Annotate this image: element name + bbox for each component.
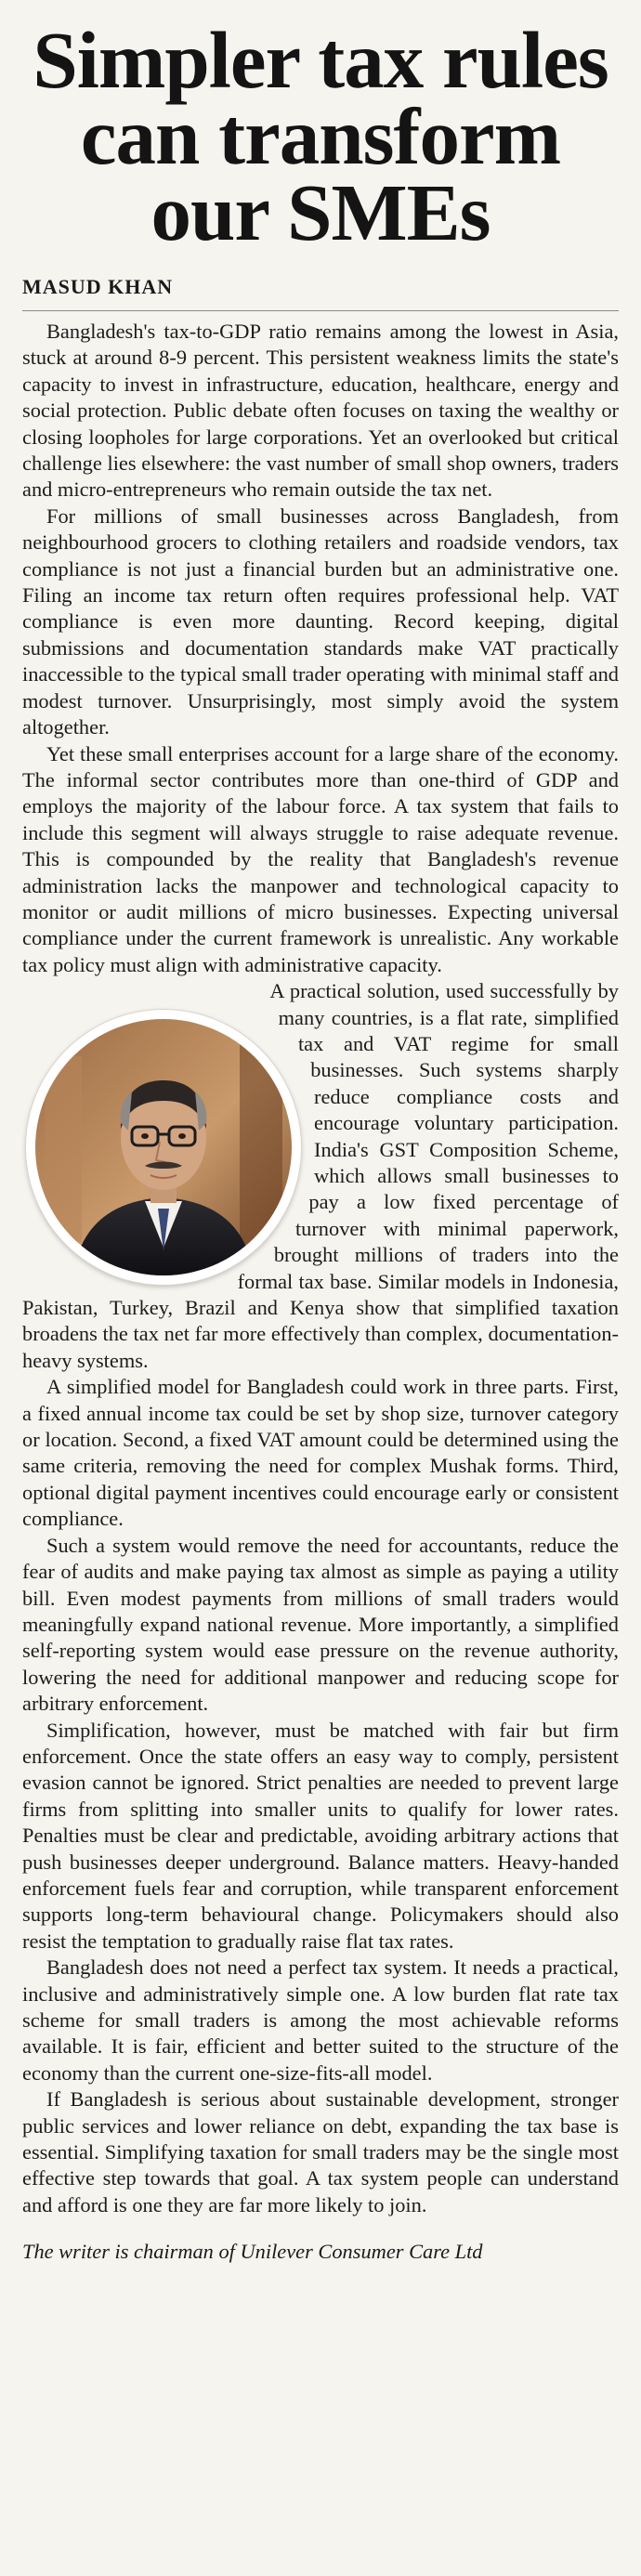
- paragraph-4: A practical solution, used successfully by many countries, is a flat rate, simplified tax and VAT regime for small businesses. Such systems sharply reduce compliance costs and encourage voluntary participation. India's GST Composition Scheme, which allows small businesses to pay a low fixed percentage of turnover with minimal paperwork, brought millions of traders into the formal tax base. Similar models in Indonesia, Pakistan, Turkey, Brazil and Kenya show that simplified taxation broadens the tax net far more effectively than complex, documentation-heavy systems.: [22, 979, 619, 1372]
- article-body: [22, 319, 619, 2218]
- paragraph-5: A simplified model for Bangladesh could work in three parts. First, a fixed annual income tax could be set by shop size, turnover category or location. Second, a fixed VAT amount could be determined using the same criteria, removing the need for complex Mushak forms. Third, optional digital payment incentives could encourage early or consistent compliance.: [22, 1375, 619, 1531]
- paragraph-6: Such a system would remove the need for accountants, reduce the fear of audits and make paying tax almost as simple as paying a utility bill. Even modest payments from millions of small traders would meaningfully expand national revenue. More importantly, a simplified self-reporting system would ease pressure on the revenue authority, lowering the need for additional manpower and reducing scope for arbitrary enforcement.: [22, 1533, 619, 1716]
- byline: MASUD KHAN: [22, 275, 174, 298]
- byline-divider: [22, 310, 619, 311]
- paragraph-1: Bangladesh's tax-to-GDP ratio remains among the lowest in Asia, stuck at around 8-9 percent. This persistent weakness limits the state's capacity to invest in infrastructure, education, healthcare, energy and social protection. Public debate often focuses on taxing the wealthy or closing loopholes for large corporations. Yet an overlooked but critical challenge lies elsewhere: the vast number of small shop owners, traders and micro-entrepreneurs who remain outside the tax net.: [22, 320, 619, 502]
- author-portrait-image: [35, 1019, 292, 1275]
- headline: [22, 15, 619, 257]
- author-photo: [26, 1010, 301, 1285]
- headline-line-2: can transform: [80, 91, 561, 181]
- paragraph-2: For millions of small businesses across Bangladesh, from neighbourhood grocers to clothing retailers and roadside vendors, tax compliance is not just a financial burden but an administrative one. Filing an income tax return often requires professional help. VAT compliance is even more daunting. Record keeping, digital submissions and documentation standards make VAT practically inaccessible to the typical small trader operating with minimal staff and modest turnover. Unsurprisingly, most simply avoid the system altogether.: [22, 503, 619, 739]
- headline-line-1: Simpler tax rules: [33, 15, 608, 105]
- paragraph-8: Bangladesh does not need a perfect tax system. It needs a practical, inclusive and administratively simple one. A low burden flat rate tax scheme for small traders is among the most achievable reforms available. It is fair, efficient and better suited to the structure of the economy than the current one-size-fits-all model.: [22, 1955, 619, 2085]
- paragraph-9: If Bangladesh is serious about sustainable development, stronger public services and lower reliance on debt, expanding the tax base is essential. Simplifying taxation for small traders may be the single most effective step towards that goal. A tax system people can understand and afford is one they are far more likely to join.: [22, 2087, 619, 2216]
- paragraph-7: Simplification, however, must be matched with fair but firm enforcement. Once the state offers an easy way to comply, persistent evasion cannot be ignored. Strict penalties are needed to prevent large firms from splitting into smaller units to qualify for lower rates. Penalties must be clear and predictable, avoiding arbitrary actions that push businesses deeper underground. Balance matters. Heavy-handed enforcement fuels fear and corruption, while transparent enforcement supports long-term behavioural change. Policymakers should also resist the temptation to gradually raise flat tax rates.: [22, 1718, 619, 1953]
- headline-line-3: our SMEs: [150, 167, 491, 257]
- paragraph-3: Yet these small enterprises account for a large share of the economy. The informal sector contributes more than one-third of GDP and employs the majority of the labour force. A tax system that fails to include this segment will always struggle to raise adequate revenue. This is compounded by the reality that Bangladesh's revenue administration lacks the manpower and technological capacity to monitor or audit millions of micro businesses. Expecting universal compliance under the current framework is unrealistic. Any workable tax policy must align with administrative capacity.: [22, 741, 619, 976]
- author-note: The writer is chairman of Unilever Consumer Care Ltd: [22, 2240, 483, 2264]
